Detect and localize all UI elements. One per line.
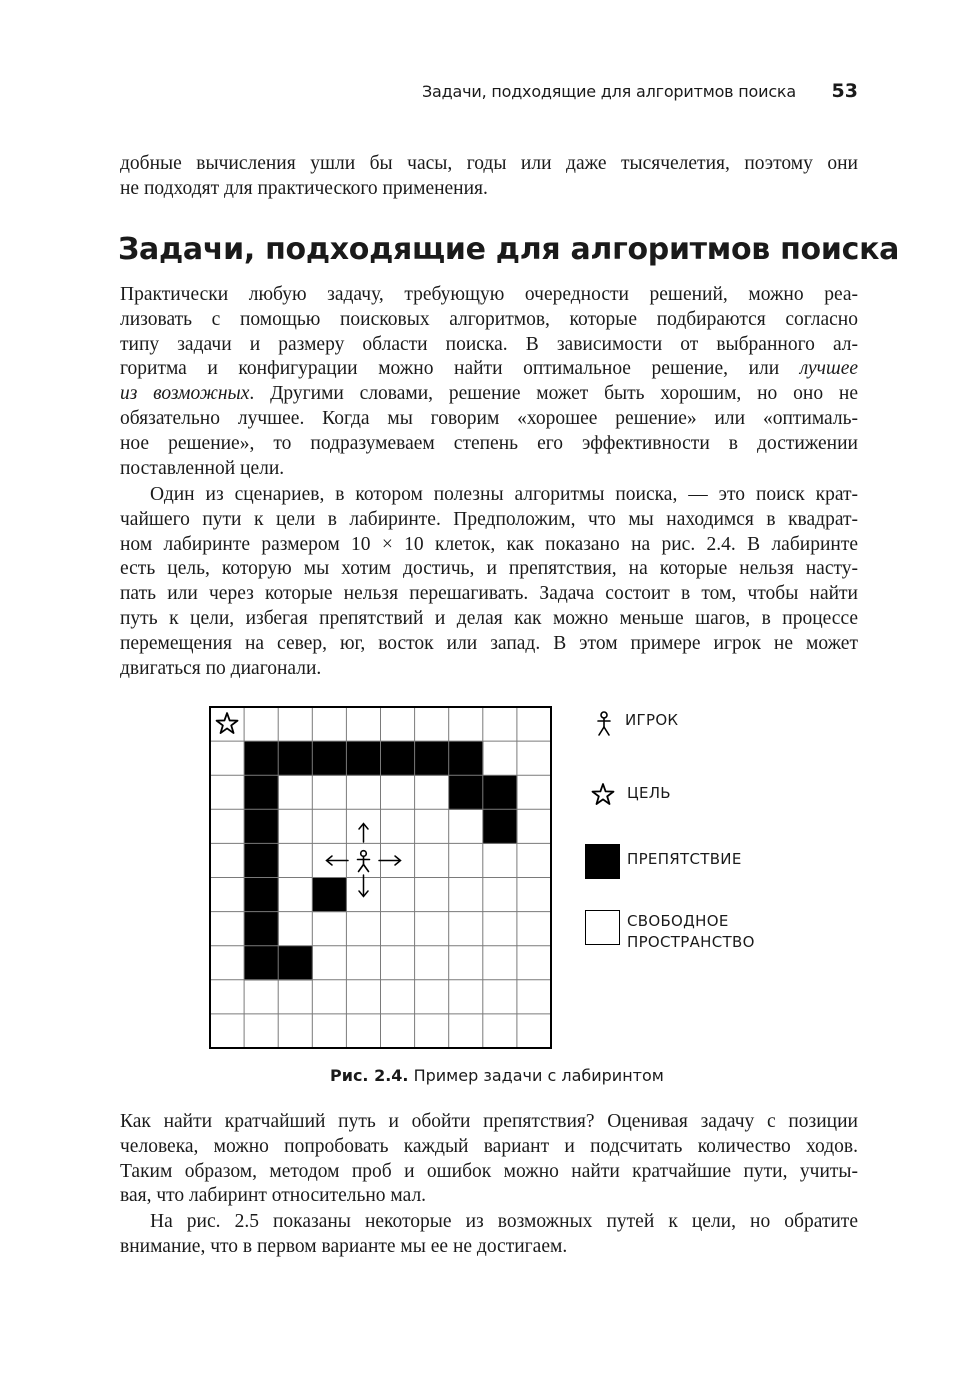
text-line: человека, можно попробовать каждый вариант и подсчитать количество ходов. — [120, 1135, 858, 1157]
maze-grid — [205, 700, 555, 1052]
obstacle-cell — [312, 878, 347, 913]
text-line: типу задачи и размеру области поиска. В зависимости от выбранного ал- — [120, 333, 858, 355]
text-line: поставленной цели. — [120, 457, 285, 479]
arrow-up-icon — [359, 824, 368, 843]
text-line — [120, 382, 858, 407]
legend-obstacle-label: ПРЕПЯТСТВИЕ — [627, 850, 742, 868]
legend-player — [585, 710, 785, 740]
figure-caption-label: Рис. 2.4. — [330, 1066, 409, 1085]
obstacle-cell — [312, 741, 347, 776]
text-line: внимание, что в первом варианте мы ее не достигаем. — [120, 1235, 568, 1257]
arrow-right-icon — [379, 856, 401, 865]
obstacle-cell — [244, 843, 279, 878]
arrow-left-icon — [327, 856, 349, 865]
emphasis-text: из возможных — [120, 383, 250, 405]
free-space-swatch — [585, 910, 620, 945]
text-line — [120, 357, 858, 382]
text-run: горитма и конфигурации можно найти оптимальное решение, или — [120, 358, 800, 380]
legend-free-label-line2: ПРОСТРАНСТВО — [627, 933, 755, 951]
emphasis-text: лучшее — [799, 358, 858, 380]
obstacle-cell — [483, 809, 518, 844]
obstacle-swatch — [585, 844, 620, 879]
text-line: ное решение», то подразумеваем степень его эффективности в достижении — [120, 432, 858, 454]
text-line: двигаться по диагонали. — [120, 657, 322, 679]
star-icon — [590, 782, 616, 808]
page-number: 53 — [831, 80, 858, 102]
intro-paragraph — [120, 152, 858, 202]
text-line: лизовать с помощью поисковых алгоритмов, которые подбираются согласно — [120, 308, 858, 330]
text-line: Практически любую задачу, требующую очередности решений, можно реа- — [120, 284, 858, 305]
obstacle-cell — [449, 775, 484, 810]
text-line: Один из сценариев, в котором полезны алгоритмы поиска, — это поиск крат- — [150, 484, 858, 505]
legend-free-label-line1: СВОБОДНОЕ — [627, 912, 729, 930]
obstacle-cell — [244, 741, 279, 776]
text-line: не подходят для практического применения. — [120, 177, 488, 199]
text-line: пать или через которые нельзя перешагивать. Задача состоит в том, чтобы найти — [120, 583, 858, 605]
player-icon — [358, 851, 370, 872]
obstacle-cell — [244, 775, 279, 810]
text-line: Таким образом, методом проб и ошибок можно найти кратчайшие пути, учиты- — [120, 1160, 858, 1182]
paragraph-4 — [120, 1210, 858, 1260]
text-line: добные вычисления ушли бы часы, годы или даже тысячелетия, поэтому они — [120, 153, 858, 174]
obstacle-cell — [244, 809, 279, 844]
legend-player-label: ИГРОК — [625, 711, 679, 729]
text-line: обязательно лучшее. Когда мы говорим «хорошее решение» или «оптималь- — [120, 407, 858, 429]
paragraph-3 — [120, 1110, 858, 1209]
text-line: Как найти кратчайший путь и обойти препятствия? Оценивая задачу с позиции — [120, 1111, 858, 1132]
running-title: Задачи, подходящие для алгоритмов поиска — [421, 82, 796, 101]
player-icon — [593, 710, 615, 740]
paragraph-1 — [120, 283, 858, 481]
legend-goal-label: ЦЕЛЬ — [627, 784, 671, 802]
legend-free-space — [585, 910, 785, 958]
text-line: вая, что лабиринт относительно мал. — [120, 1185, 427, 1207]
text-line: ном лабиринте размером 10 × 10 клеток, как показано на рис. 2.4. В лабиринте — [120, 533, 858, 555]
maze-legend — [585, 700, 785, 960]
text-line: На рис. 2.5 показаны некоторые из возможных путей к цели, но обратите — [150, 1211, 858, 1232]
legend-goal — [585, 780, 785, 810]
maze-figure — [205, 700, 785, 1090]
text-run: . Другими словами, решение может быть хорошим, но оно не — [249, 383, 858, 405]
text-line: путь к цели, избегая препятствий и делая как можно меньше шагов, в процессе — [120, 607, 858, 629]
figure-caption-text: Пример задачи с лабиринтом — [413, 1066, 664, 1085]
paragraph-2 — [120, 483, 858, 681]
obstacle-cell — [244, 946, 279, 981]
text-line: чайшего пути к цели в лабиринте. Предположим, что мы находимся в квадрат- — [120, 508, 858, 530]
obstacle-cell — [415, 741, 450, 776]
obstacle-cell — [346, 741, 381, 776]
figure-caption — [330, 1066, 664, 1085]
obstacle-cell — [449, 741, 484, 776]
legend-obstacle — [585, 844, 785, 880]
text-line: есть цель, которую мы хотим достичь, и препятствия, на которые нельзя насту- — [120, 558, 858, 580]
obstacle-cell — [244, 912, 279, 947]
obstacle-cell — [278, 946, 313, 981]
obstacle-cell — [278, 741, 313, 776]
text-line: перемещения на север, юг, восток или запад. В этом примере игрок не может — [120, 632, 858, 654]
arrow-down-icon — [359, 875, 368, 897]
obstacle-cell — [381, 741, 416, 776]
running-head — [120, 80, 858, 104]
obstacle-cell — [483, 775, 518, 810]
obstacle-cell — [244, 878, 279, 913]
section-heading: Задачи, подходящие для алгоритмов поиска — [118, 232, 900, 267]
goal-star-icon — [217, 713, 238, 733]
